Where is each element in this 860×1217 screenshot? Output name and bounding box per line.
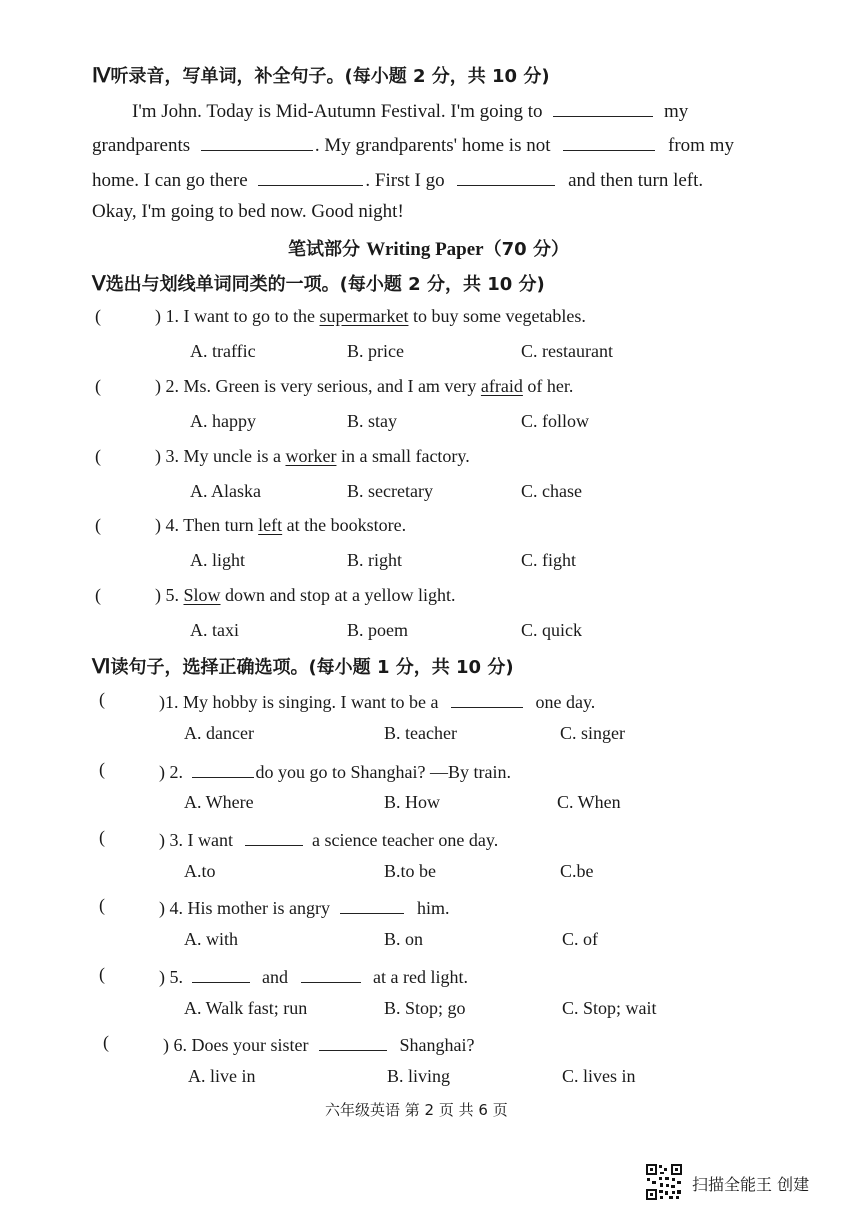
answer-paren[interactable]: (	[95, 376, 101, 396]
option-b[interactable]: B. secretary	[347, 481, 433, 501]
answer-blank[interactable]	[553, 98, 653, 117]
answer-paren[interactable]: (	[103, 1032, 109, 1052]
answer-blank[interactable]	[245, 827, 303, 846]
question-6-2: ) 2. do you go to Shanghai? —By train.	[159, 759, 511, 783]
section-4-line-3: home. I can go there . First I go and then turn left.	[92, 167, 703, 192]
answer-blank[interactable]	[258, 167, 363, 186]
option-c[interactable]: C. lives in	[562, 1066, 636, 1086]
question-6-4: ) 4. His mother is angry him.	[159, 895, 450, 919]
question-5-5: ) 5. Slow down and stop at a yellow light.	[155, 585, 456, 605]
answer-blank[interactable]	[192, 964, 250, 983]
option-b[interactable]: B. stay	[347, 411, 398, 431]
answer-paren[interactable]: (	[99, 759, 105, 779]
question-6-5: ) 5. and at a red light.	[159, 964, 468, 988]
page-footer: 六年级英语 第 2 页 共 6 页	[325, 1101, 508, 1119]
question-5-4: ) 4. Then turn left at the bookstore.	[155, 515, 407, 535]
option-a[interactable]: A. Alaska	[190, 481, 261, 501]
option-a[interactable]: A. light	[190, 550, 246, 570]
answer-blank[interactable]	[457, 167, 555, 186]
answer-paren[interactable]: (	[95, 515, 101, 535]
section-4-line-4: Okay, I'm going to bed now. Good night!	[92, 201, 404, 222]
option-a[interactable]: A. Where	[184, 792, 254, 812]
option-c[interactable]: C. follow	[521, 411, 590, 431]
answer-blank[interactable]	[563, 132, 655, 151]
option-c[interactable]: C. of	[562, 929, 598, 949]
option-c[interactable]: C. Stop; wait	[562, 998, 657, 1018]
option-b[interactable]: B. on	[384, 929, 424, 949]
option-a[interactable]: A. live in	[188, 1066, 256, 1086]
option-a[interactable]: A. with	[184, 929, 238, 949]
answer-blank[interactable]	[301, 964, 361, 983]
option-c[interactable]: C. singer	[560, 723, 625, 743]
writing-paper-header: 笔试部分 Writing Paper（70 分）	[288, 239, 569, 260]
option-b[interactable]: B.to be	[384, 861, 436, 881]
answer-paren[interactable]: (	[95, 446, 101, 466]
answer-blank[interactable]	[319, 1032, 387, 1051]
section-4-heading: Ⅳ听录音，写单词，补全句子。(每小题 2 分，共 10 分)	[92, 65, 550, 87]
answer-paren[interactable]: (	[99, 895, 105, 915]
section-6-heading: Ⅵ读句子，选择正确选项。(每小题 1 分，共 10 分)	[92, 656, 514, 678]
answer-paren[interactable]: (	[95, 306, 101, 326]
section-5-heading: Ⅴ选出与划线单词同类的一项。(每小题 2 分，共 10 分)	[92, 273, 545, 295]
option-c[interactable]: C. quick	[521, 620, 582, 640]
option-a[interactable]: A. taxi	[190, 620, 239, 640]
option-b[interactable]: B. right	[347, 550, 403, 570]
section-4-line-1: I'm John. Today is Mid-Autumn Festival. I'm going to my	[132, 98, 688, 123]
watermark-text: 扫描全能王 创建	[692, 1175, 810, 1194]
answer-paren[interactable]: (	[99, 689, 105, 709]
answer-blank[interactable]	[201, 132, 313, 151]
option-b[interactable]: B. price	[347, 341, 404, 361]
option-c[interactable]: C.be	[560, 861, 594, 881]
option-a[interactable]: A. dancer	[184, 723, 254, 743]
answer-blank[interactable]	[451, 689, 523, 708]
question-6-1: )1. My hobby is singing. I want to be a one day.	[159, 689, 595, 713]
option-c[interactable]: C. chase	[521, 481, 582, 501]
option-c[interactable]: C. fight	[521, 550, 577, 570]
option-b[interactable]: B. teacher	[384, 723, 457, 743]
answer-blank[interactable]	[192, 759, 254, 778]
answer-paren[interactable]: (	[99, 827, 105, 847]
option-c[interactable]: C. When	[557, 792, 621, 812]
option-c[interactable]: C. restaurant	[521, 341, 613, 361]
question-5-1: ) 1. I want to go to the supermarket to buy some vegetables.	[155, 306, 586, 326]
question-5-3: ) 3. My uncle is a worker in a small factory.	[155, 446, 470, 466]
option-a[interactable]: A.to	[184, 861, 216, 881]
answer-blank[interactable]	[340, 895, 404, 914]
question-6-6: ) 6. Does your sister Shanghai?	[163, 1032, 474, 1056]
option-b[interactable]: B. Stop; go	[384, 998, 466, 1018]
answer-paren[interactable]: (	[95, 585, 101, 605]
option-b[interactable]: B. poem	[347, 620, 408, 640]
option-a[interactable]: A. happy	[190, 411, 256, 431]
question-5-2: ) 2. Ms. Green is very serious, and I am very afraid of her.	[155, 376, 574, 396]
answer-paren[interactable]: (	[99, 964, 105, 984]
option-a[interactable]: A. traffic	[190, 341, 256, 361]
qr-code-icon	[645, 1163, 683, 1201]
question-6-3: ) 3. I want a science teacher one day.	[159, 827, 498, 851]
option-a[interactable]: A. Walk fast; run	[184, 998, 308, 1018]
option-b[interactable]: B. living	[387, 1066, 451, 1086]
section-4-line-2: grandparents . My grandparents' home is not from my	[92, 132, 772, 157]
option-b[interactable]: B. How	[384, 792, 441, 812]
